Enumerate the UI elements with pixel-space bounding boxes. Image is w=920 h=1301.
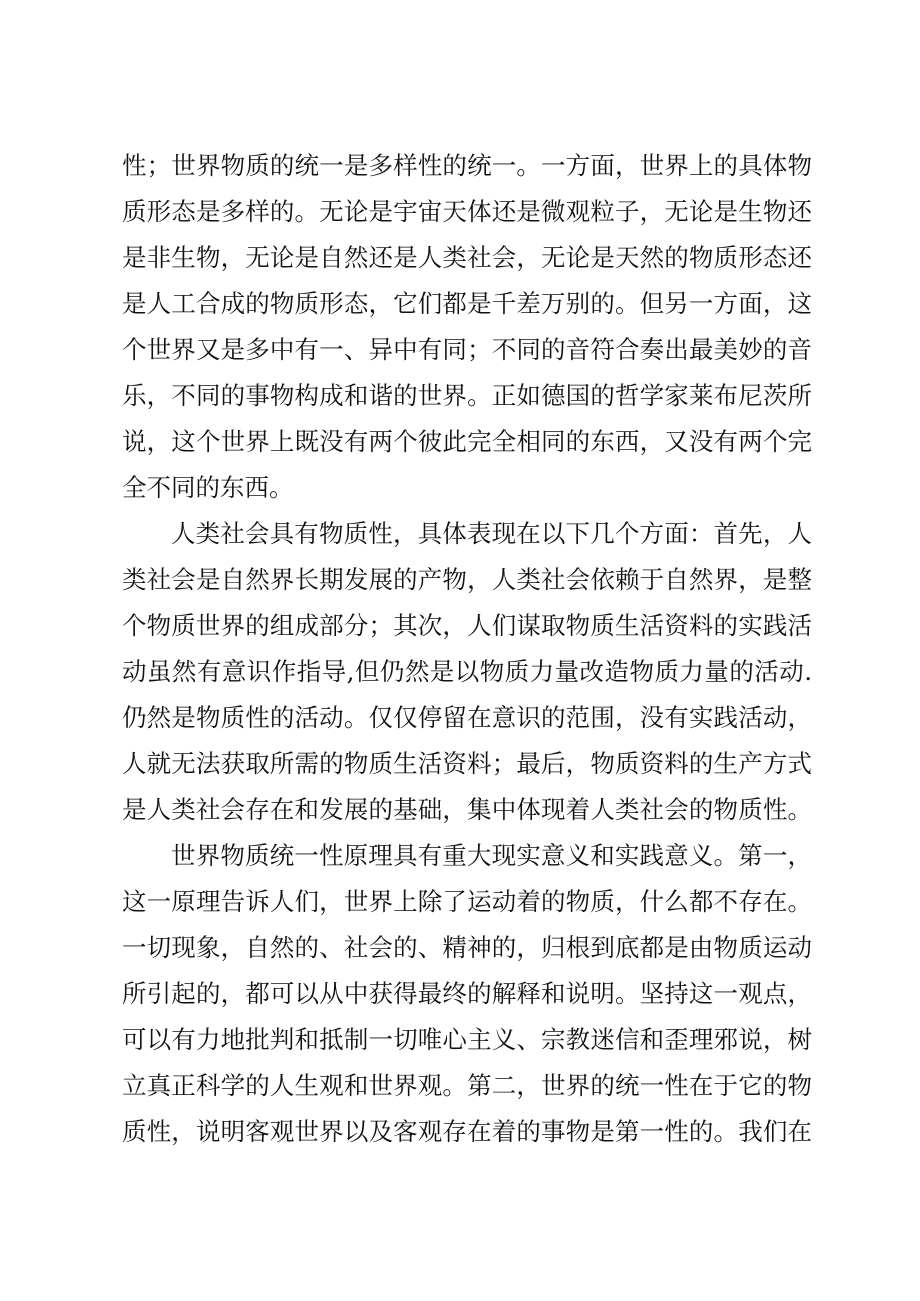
text-line: 所引起的，都可以从中获得最终的解释和说明。坚持这一观点， [122, 979, 812, 1008]
text-line: 是人工合成的物质形态，它们都是千差万别的。但另一方面，这 [122, 289, 812, 318]
text-line: 是非生物，无论是自然还是人类社会，无论是天然的物质形态还 [122, 243, 812, 272]
text-line: 仍然是物质性的活动。仅仅停留在意识的范围，没有实践活动， [122, 703, 812, 732]
text-line: 人类社会具有物质性，具体表现在以下几个方面：首先，人 [171, 519, 812, 548]
text-line: 立真正科学的人生观和世界观。第二，世界的统一性在于它的物 [122, 1071, 812, 1100]
text-line: 这一原理告诉人们，世界上除了运动着的物质，什么都不存在。 [122, 887, 812, 916]
paragraph-3 [122, 833, 812, 1155]
text-line: 是人类社会存在和发展的基础，集中体现着人类社会的物质性。 [122, 795, 812, 824]
text-line: 质形态是多样的。无论是宇宙天体还是微观粒子，无论是生物还 [122, 197, 812, 226]
text-line: 人就无法获取所需的物质生活资料；最后，物质资料的生产方式 [122, 749, 812, 778]
text-line: 可以有力地批判和抵制一切唯心主义、宗教迷信和歪理邪说，树 [122, 1025, 812, 1054]
text-line: 个物质世界的组成部分；其次，人们谋取物质生活资料的实践活 [122, 611, 812, 640]
text-line: 类社会是自然界长期发展的产物，人类社会依赖于自然界，是整 [122, 565, 812, 594]
text-line: 乐，不同的事物构成和谐的世界。正如德国的哲学家莱布尼茨所 [122, 381, 812, 410]
text-line: 性；世界物质的统一是多样性的统一。一方面，世界上的具体物 [122, 151, 812, 180]
text-line: 全不同的东西。 [122, 473, 294, 502]
text-line: 质性，说明客观世界以及客观存在着的事物是第一性的。我们在 [122, 1117, 812, 1146]
text-line: 个世界又是多中有一、异中有同；不同的音符合奏出最美妙的音 [122, 335, 812, 364]
paragraph-2 [122, 511, 812, 833]
text-line: 说，这个世界上既没有两个彼此完全相同的东西，又没有两个完 [122, 427, 812, 456]
text-line: 一切现象，自然的、社会的、精神的，归根到底都是由物质运动 [122, 933, 812, 962]
text-line: 动虽然有意识作指导,但仍然是以物质力量改造物质力量的活动. [122, 657, 812, 686]
text-line: 世界物质统一性原理具有重大现实意义和实践意义。第一， [171, 841, 812, 870]
paragraph-1 [122, 143, 812, 511]
body-text [122, 143, 812, 1155]
